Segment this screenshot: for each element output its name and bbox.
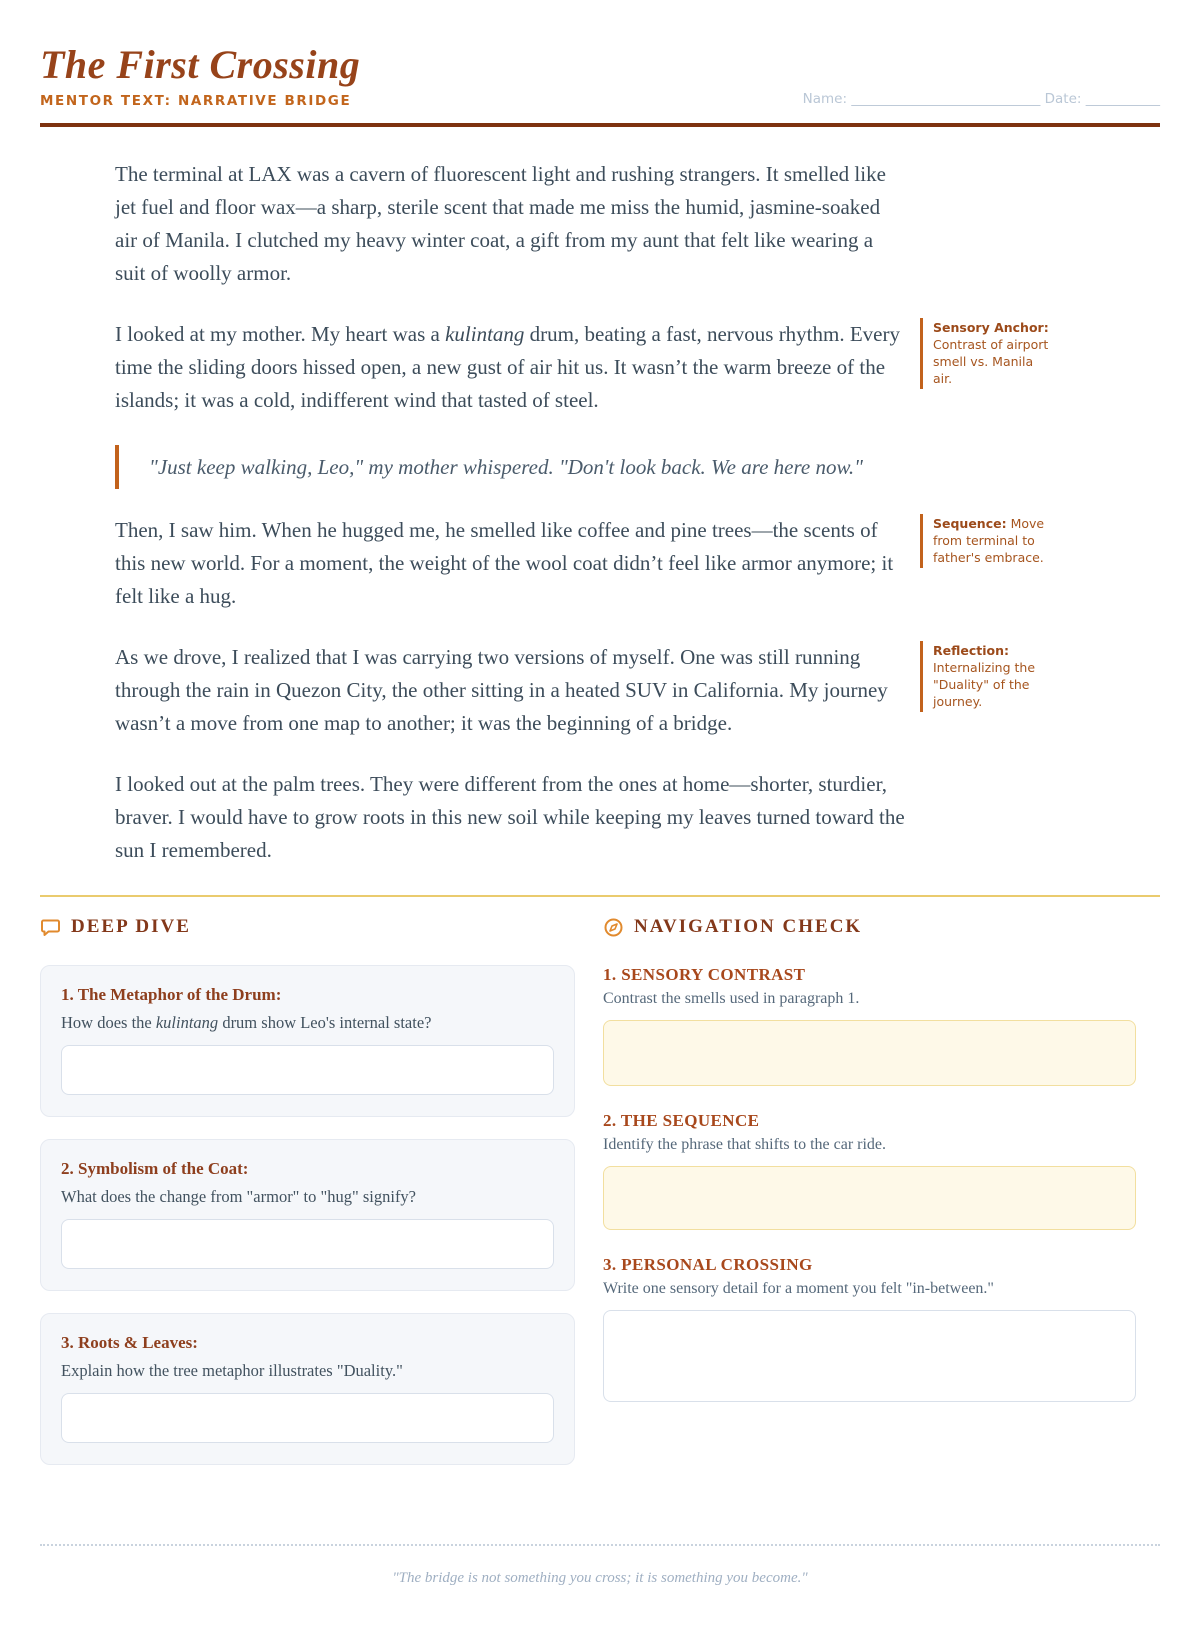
nav-item-title: 2. THE SEQUENCE [603,1111,760,1130]
paragraph-row [40,318,1160,417]
margin-note-sequence [920,514,1052,568]
question-title: 1. The Metaphor of the Drum: [61,985,282,1004]
question-text: Explain how the tree metaphor illustrates "Duality." [61,1361,403,1380]
header [40,44,1160,109]
story-blockquote: "Just keep walking, Leo," my mother whispered. "Don't look back. We are here now." [115,445,875,489]
nav-item-title: 3. PERSONAL CROSSING [603,1255,813,1274]
note-text: Internalizing the "Duality" of the journey. [933,660,1036,709]
nav-check-item-1 [603,965,1136,1086]
page-subtitle: MENTOR TEXT: NARRATIVE BRIDGE [40,93,352,109]
navigation-check-column [603,916,1136,1487]
note-text: Move from terminal to father's embrace. [933,516,1045,565]
deep-dive-column [40,916,575,1487]
question-text: How does the kulintang drum show Leo's internal state? [61,1013,432,1032]
margin-note-sensory-anchor [920,318,1052,389]
navigation-check-heading-label: NAVIGATION CHECK [634,916,863,937]
deep-dive-card-2 [40,1139,575,1291]
footer-quote: "The bridge is not something you cross; it is something you become." [392,1570,808,1586]
comment-bubble-icon [40,917,61,938]
mentor-text [40,127,1160,867]
answer-input-personal-crossing[interactable] [603,1310,1136,1402]
nav-item-desc: Identify the phrase that shifts to the car ride. [603,1136,887,1153]
note-label: Sequence: [933,516,1007,531]
paragraph-row [40,514,1160,613]
story-paragraph-1: The terminal at LAX was a cavern of fluorescent light and rushing strangers. It smelled like jet fuel and floor wax—a sharp, sterile scent that made me miss the humid, jasmine-soaked air of Manila. I clutched my heavy winter coat, a gift from my aunt that felt like wearing a suit of woolly armor. [115,162,886,285]
nav-check-item-3 [603,1255,1136,1402]
question-text: What does the change from "armor" to "hug" signify? [61,1187,417,1206]
question-title: 2. Symbolism of the Coat: [61,1159,249,1178]
paragraph-row [40,768,1160,867]
nav-item-desc: Contrast the smells used in paragraph 1. [603,990,860,1007]
answer-input-metaphor-drum[interactable] [61,1045,554,1095]
question-title: 3. Roots & Leaves: [61,1333,198,1352]
footer [40,1544,1160,1647]
deep-dive-heading-label: DEEP DIVE [71,916,191,937]
margin-note-reflection [920,641,1052,712]
name-label: Name: [802,91,848,107]
answer-input-coat-symbolism[interactable] [61,1219,554,1269]
answer-input-roots-leaves[interactable] [61,1393,554,1443]
note-label: Sensory Anchor: [933,320,1049,335]
date-blank: ___________ [1085,91,1160,107]
compass-icon [603,917,624,938]
navigation-check-heading [603,916,1136,938]
story-paragraph-4: As we drove, I realized that I was carrying two versions of myself. One was still running through the rain in Quezon City, the other sitting in a heated SUV in California. My journey wasn’t a move from one map to another; it was the beginning of a bridge. [115,645,888,735]
page-title: The First Crossing [40,42,361,87]
nav-item-desc: Write one sensory detail for a moment you felt "in-between." [603,1280,994,1297]
story-paragraph-5: I looked out at the palm trees. They were different from the ones at home—shorter, sturdier, braver. I would have to grow roots in this new soil while keeping my leaves turned toward the sun I remembered. [115,772,905,862]
date-label: Date: [1044,91,1082,107]
nav-check-item-2 [603,1111,1136,1230]
blockquote-row [40,445,1160,489]
paragraph-row [40,158,1160,290]
name-blank: ____________________________ [851,91,1041,107]
note-label: Reflection: [933,643,1010,658]
worksheet-columns [40,897,1160,1487]
story-paragraph-2: I looked at my mother. My heart was a kulintang drum, beating a fast, nervous rhythm. Every time the sliding doors hissed open, a new gust of air hit us. It wasn’t the warm breeze of the islands; it was a cold, indifferent wind that tasted of steel. [115,322,900,412]
deep-dive-card-3 [40,1313,575,1465]
name-date-line [803,91,1160,109]
note-text: Contrast of airport smell vs. Manila air. [933,337,1049,386]
story-paragraph-3: Then, I saw him. When he hugged me, he smelled like coffee and pine trees—the scents of this new world. For a moment, the weight of the wool coat didn’t feel like armor anymore; it felt like a hug. [115,518,894,608]
answer-input-sensory-contrast[interactable] [603,1020,1136,1086]
deep-dive-heading [40,916,575,938]
header-titles [40,44,360,109]
nav-item-title: 1. SENSORY CONTRAST [603,965,806,984]
deep-dive-card-1 [40,965,575,1117]
answer-input-sequence[interactable] [603,1166,1136,1230]
paragraph-row [40,641,1160,740]
